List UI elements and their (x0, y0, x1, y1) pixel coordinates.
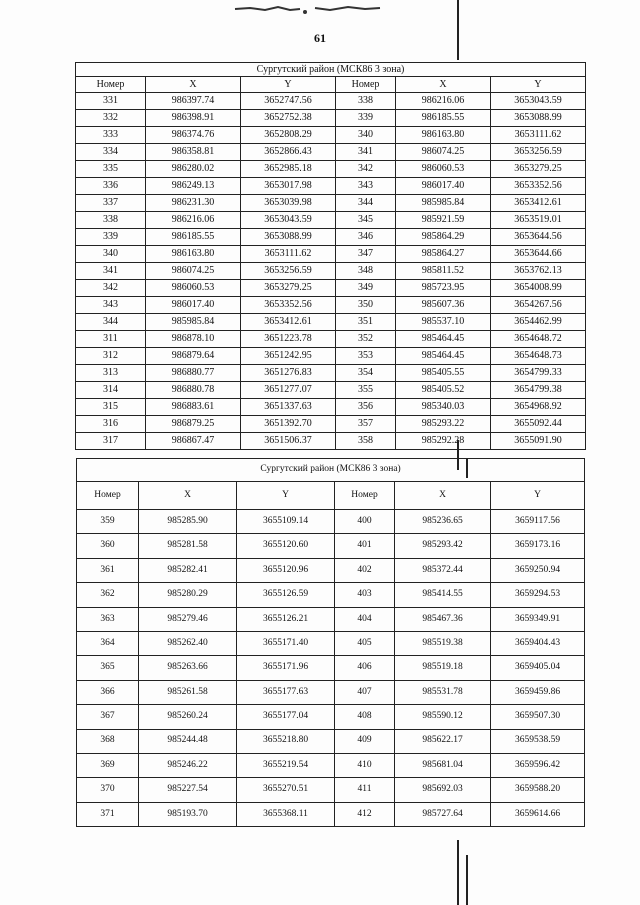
column-header: Y (241, 77, 336, 93)
table-cell: 985340.03 (396, 399, 491, 416)
table-cell: 3654008.99 (491, 280, 586, 297)
table-cell: 331 (76, 93, 146, 110)
table-cell: 345 (336, 212, 396, 229)
table-cell: 369 (77, 753, 139, 777)
table-row (77, 778, 585, 802)
table-cell: 986163.80 (396, 127, 491, 144)
table-cell: 985282.41 (139, 558, 237, 582)
table-cell: 985864.27 (396, 246, 491, 263)
table-cell: 317 (76, 433, 146, 450)
table-cell: 336 (76, 178, 146, 195)
column-header: Номер (335, 482, 395, 510)
table-cell: 313 (76, 365, 146, 382)
table-cell: 315 (76, 399, 146, 416)
table-cell: 3659538.59 (491, 729, 585, 753)
table-cell: 986280.02 (146, 161, 241, 178)
table-cell: 3659614.66 (491, 802, 585, 826)
table-row (77, 607, 585, 631)
table-cell: 3659404.43 (491, 631, 585, 655)
table-cell: 986867.47 (146, 433, 241, 450)
table-row (76, 297, 586, 314)
table-cell: 348 (336, 263, 396, 280)
table-cell: 350 (336, 297, 396, 314)
table-cell: 986231.30 (146, 195, 241, 212)
table-row (77, 680, 585, 704)
table-cell: 340 (76, 246, 146, 263)
table-cell: 355 (336, 382, 396, 399)
table-cell: 3651506.37 (241, 433, 336, 450)
table-cell: 985414.55 (395, 583, 491, 607)
table-cell: 986398.91 (146, 110, 241, 127)
table-row (76, 382, 586, 399)
table-cell: 3653519.01 (491, 212, 586, 229)
column-header: Y (491, 77, 586, 93)
table-cell: 3651337.63 (241, 399, 336, 416)
table-cell: 3655120.60 (237, 534, 335, 558)
table-cell: 353 (336, 348, 396, 365)
table-cell: 3652985.18 (241, 161, 336, 178)
table-title: Сургутский район (МСК86 3 зона) (77, 459, 585, 482)
table-row (77, 705, 585, 729)
table-cell: 3652808.29 (241, 127, 336, 144)
table-cell: 3653043.59 (491, 93, 586, 110)
table-cell: 370 (77, 778, 139, 802)
table-cell: 3653279.25 (491, 161, 586, 178)
table-cell: 985236.65 (395, 510, 491, 534)
table-cell: 3653088.99 (241, 229, 336, 246)
column-header: Номер (76, 77, 146, 93)
table-cell: 985467.36 (395, 607, 491, 631)
table-cell: 985590.12 (395, 705, 491, 729)
table-cell: 402 (335, 558, 395, 582)
table-cell: 985293.42 (395, 534, 491, 558)
table-cell: 985985.84 (396, 195, 491, 212)
table-row (77, 510, 585, 534)
table-row (76, 178, 586, 195)
table-cell: 3655368.11 (237, 802, 335, 826)
table-cell: 985537.10 (396, 314, 491, 331)
table-cell: 3655126.59 (237, 583, 335, 607)
table-row (76, 212, 586, 229)
table-cell: 3654968.92 (491, 399, 586, 416)
table-cell: 338 (336, 93, 396, 110)
table-row (76, 246, 586, 263)
table-row (76, 144, 586, 161)
table-cell: 985519.38 (395, 631, 491, 655)
table-cell: 985405.55 (396, 365, 491, 382)
table-cell: 985607.36 (396, 297, 491, 314)
table-cell: 3651223.78 (241, 331, 336, 348)
table-row (76, 93, 586, 110)
table-row (77, 729, 585, 753)
table-cell: 986017.40 (146, 297, 241, 314)
table-cell: 341 (336, 144, 396, 161)
table-cell: 985261.58 (139, 680, 237, 704)
table-cell: 3653762.13 (491, 263, 586, 280)
table-cell: 404 (335, 607, 395, 631)
table-cell: 3653412.61 (241, 314, 336, 331)
table-cell: 3653088.99 (491, 110, 586, 127)
table-cell: 351 (336, 314, 396, 331)
table-cell: 985985.84 (146, 314, 241, 331)
table-cell: 985692.03 (395, 778, 491, 802)
table-row (76, 314, 586, 331)
table-cell: 3655091.90 (491, 433, 586, 450)
table-cell: 986397.74 (146, 93, 241, 110)
table-cell: 985864.29 (396, 229, 491, 246)
table-cell: 986374.76 (146, 127, 241, 144)
table-row (76, 433, 586, 450)
table-cell: 985263.66 (139, 656, 237, 680)
table-cell: 367 (77, 705, 139, 729)
table-cell: 3655177.04 (237, 705, 335, 729)
table-cell: 401 (335, 534, 395, 558)
table-cell: 3654799.38 (491, 382, 586, 399)
table-cell: 3655219.54 (237, 753, 335, 777)
table-row (76, 348, 586, 365)
scan-line-right-bottom2 (466, 855, 468, 905)
table-cell: 3659588.20 (491, 778, 585, 802)
table-cell: 364 (77, 631, 139, 655)
table-cell: 3655120.96 (237, 558, 335, 582)
table-cell: 363 (77, 607, 139, 631)
table-cell: 342 (336, 161, 396, 178)
table-cell: 361 (77, 558, 139, 582)
table-cell: 408 (335, 705, 395, 729)
table-cell: 3655218.80 (237, 729, 335, 753)
table-cell: 365 (77, 656, 139, 680)
table-cell: 985727.64 (395, 802, 491, 826)
table-cell: 3659405.04 (491, 656, 585, 680)
table-cell: 986074.25 (396, 144, 491, 161)
table-title-row (76, 63, 586, 77)
table-row (77, 753, 585, 777)
table-cell: 985292.28 (396, 433, 491, 450)
table-row (77, 656, 585, 680)
table-cell: 339 (76, 229, 146, 246)
table-cell: 356 (336, 399, 396, 416)
table-cell: 3653412.61 (491, 195, 586, 212)
scan-line-right-bottom (457, 840, 459, 905)
table-cell: 985405.52 (396, 382, 491, 399)
table-cell: 3653352.56 (241, 297, 336, 314)
table-header-row (76, 77, 586, 93)
table-cell: 986216.06 (396, 93, 491, 110)
table-cell: 986185.55 (396, 110, 491, 127)
table-cell: 338 (76, 212, 146, 229)
table-cell: 3659596.42 (491, 753, 585, 777)
table-cell: 405 (335, 631, 395, 655)
table-cell: 3655171.96 (237, 656, 335, 680)
table-cell: 3659349.91 (491, 607, 585, 631)
table-cell: 3653352.56 (491, 178, 586, 195)
table-cell: 985281.58 (139, 534, 237, 558)
table-row (76, 365, 586, 382)
table-row (76, 229, 586, 246)
table-cell: 985260.24 (139, 705, 237, 729)
table-cell: 3659459.86 (491, 680, 585, 704)
column-header: X (395, 482, 491, 510)
table-cell: 407 (335, 680, 395, 704)
table-cell: 368 (77, 729, 139, 753)
table-cell: 360 (77, 534, 139, 558)
table-row (76, 280, 586, 297)
table-cell: 366 (77, 680, 139, 704)
table-cell: 985531.78 (395, 680, 491, 704)
table-cell: 3653644.66 (491, 246, 586, 263)
table-cell: 985723.95 (396, 280, 491, 297)
table-cell: 371 (77, 802, 139, 826)
table-row (76, 416, 586, 433)
table-cell: 986249.13 (146, 178, 241, 195)
table-cell: 985279.46 (139, 607, 237, 631)
table-cell: 986216.06 (146, 212, 241, 229)
table-cell: 312 (76, 348, 146, 365)
table-row (76, 263, 586, 280)
table-cell: 3654648.73 (491, 348, 586, 365)
table-cell: 332 (76, 110, 146, 127)
table-cell: 985622.17 (395, 729, 491, 753)
table-cell: 985921.59 (396, 212, 491, 229)
table-cell: 3659507.30 (491, 705, 585, 729)
table-cell: 3653039.98 (241, 195, 336, 212)
table-cell: 985244.48 (139, 729, 237, 753)
table-cell: 986185.55 (146, 229, 241, 246)
table-cell: 335 (76, 161, 146, 178)
table-cell: 986878.10 (146, 331, 241, 348)
table-row (77, 534, 585, 558)
table-row (76, 195, 586, 212)
table-row (76, 127, 586, 144)
table-cell: 985372.44 (395, 558, 491, 582)
table-cell: 3651392.70 (241, 416, 336, 433)
table-cell: 3653644.56 (491, 229, 586, 246)
table-cell: 3655270.51 (237, 778, 335, 802)
table-cell: 400 (335, 510, 395, 534)
table-cell: 3653111.62 (241, 246, 336, 263)
table-cell: 985681.04 (395, 753, 491, 777)
table-cell: 343 (336, 178, 396, 195)
table-cell: 985464.45 (396, 348, 491, 365)
table-cell: 986163.80 (146, 246, 241, 263)
table-cell: 986879.64 (146, 348, 241, 365)
table-cell: 410 (335, 753, 395, 777)
table-cell: 986060.53 (396, 161, 491, 178)
table-cell: 357 (336, 416, 396, 433)
table-cell: 406 (335, 656, 395, 680)
table-cell: 986880.77 (146, 365, 241, 382)
table-cell: 314 (76, 382, 146, 399)
table-cell: 985464.45 (396, 331, 491, 348)
table-cell: 3652752.38 (241, 110, 336, 127)
table-cell: 3655177.63 (237, 680, 335, 704)
table-cell: 986883.61 (146, 399, 241, 416)
table-row (76, 331, 586, 348)
table-cell: 3655092.44 (491, 416, 586, 433)
scan-noise (230, 4, 390, 14)
table-cell: 3654648.72 (491, 331, 586, 348)
table-cell: 354 (336, 365, 396, 382)
table-title-row (77, 459, 585, 482)
table-cell: 3653043.59 (241, 212, 336, 229)
table-cell: 339 (336, 110, 396, 127)
table-cell: 985227.54 (139, 778, 237, 802)
table-cell: 362 (77, 583, 139, 607)
coordinates-table-2 (76, 458, 585, 827)
table-cell: 358 (336, 433, 396, 450)
table-cell: 985519.18 (395, 656, 491, 680)
table-cell: 346 (336, 229, 396, 246)
table-row (76, 399, 586, 416)
table-cell: 3659117.56 (491, 510, 585, 534)
coordinates-table-1 (75, 62, 586, 450)
column-header: X (139, 482, 237, 510)
table-cell: 3659250.94 (491, 558, 585, 582)
column-header: Номер (77, 482, 139, 510)
page-number: 61 (314, 31, 326, 45)
table-cell: 3651277.07 (241, 382, 336, 399)
table-cell: 986880.78 (146, 382, 241, 399)
table-row (77, 631, 585, 655)
table-cell: 3655171.40 (237, 631, 335, 655)
table-cell: 986879.25 (146, 416, 241, 433)
table-cell: 3652866.43 (241, 144, 336, 161)
table-cell: 985811.52 (396, 263, 491, 280)
table-cell: 342 (76, 280, 146, 297)
table-cell: 3653017.98 (241, 178, 336, 195)
table-row (77, 558, 585, 582)
table-cell: 3653256.59 (241, 263, 336, 280)
table-cell: 985293.22 (396, 416, 491, 433)
table-cell: 3659173.16 (491, 534, 585, 558)
table-cell: 403 (335, 583, 395, 607)
table-cell: 344 (76, 314, 146, 331)
table-cell: 3653279.25 (241, 280, 336, 297)
table-cell: 333 (76, 127, 146, 144)
column-header: X (146, 77, 241, 93)
table-cell: 986074.25 (146, 263, 241, 280)
column-header: Номер (336, 77, 396, 93)
table-cell: 344 (336, 195, 396, 212)
table-cell: 3651242.95 (241, 348, 336, 365)
table-cell: 352 (336, 331, 396, 348)
table-cell: 412 (335, 802, 395, 826)
table-cell: 3654462.99 (491, 314, 586, 331)
table-header-row (77, 482, 585, 510)
table-row (76, 110, 586, 127)
table-cell: 3655126.21 (237, 607, 335, 631)
table-cell: 3652747.56 (241, 93, 336, 110)
table-row (77, 583, 585, 607)
table-cell: 986358.81 (146, 144, 241, 161)
table-cell: 985285.90 (139, 510, 237, 534)
table-cell: 347 (336, 246, 396, 263)
table-cell: 349 (336, 280, 396, 297)
table-cell: 340 (336, 127, 396, 144)
table-cell: 985246.22 (139, 753, 237, 777)
table-cell: 409 (335, 729, 395, 753)
table-cell: 316 (76, 416, 146, 433)
table-cell: 985262.40 (139, 631, 237, 655)
table-cell: 3654799.33 (491, 365, 586, 382)
table-cell: 986017.40 (396, 178, 491, 195)
table-cell: 341 (76, 263, 146, 280)
table-cell: 337 (76, 195, 146, 212)
table-cell: 334 (76, 144, 146, 161)
scan-line-right-top (457, 0, 459, 60)
table-title: Сургутский район (МСК86 3 зона) (76, 63, 586, 77)
table-cell: 3651276.83 (241, 365, 336, 382)
table-cell: 3653256.59 (491, 144, 586, 161)
table-cell: 343 (76, 297, 146, 314)
column-header: Y (237, 482, 335, 510)
table-cell: 311 (76, 331, 146, 348)
table-cell: 986060.53 (146, 280, 241, 297)
table-row (77, 802, 585, 826)
column-header: Y (491, 482, 585, 510)
table-cell: 3654267.56 (491, 297, 586, 314)
table-cell: 3653111.62 (491, 127, 586, 144)
table-cell: 3659294.53 (491, 583, 585, 607)
table-cell: 985193.70 (139, 802, 237, 826)
table-row (76, 161, 586, 178)
table-cell: 411 (335, 778, 395, 802)
table-cell: 3655109.14 (237, 510, 335, 534)
table-cell: 985280.29 (139, 583, 237, 607)
column-header: X (396, 77, 491, 93)
table-cell: 359 (77, 510, 139, 534)
